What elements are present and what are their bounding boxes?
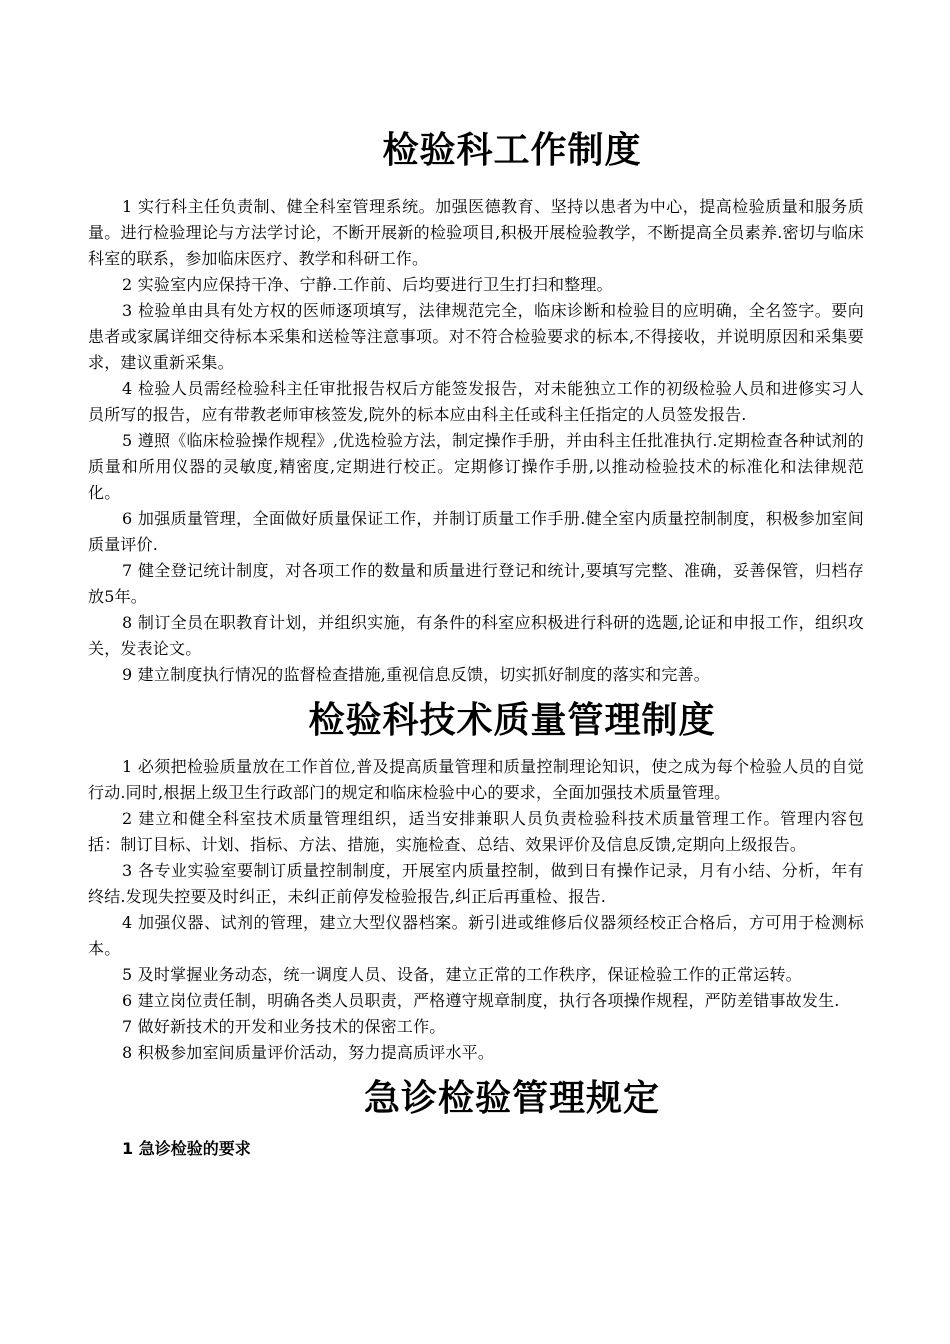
document-content <box>88 118 864 1162</box>
paragraph: 2 建立和健全科室技术质量管理组织，适当安排兼职人员负责检验科技术质量管理工作。管理内容包括：制订目标、计划、指标、方法、措施，实施检查、总结、效果评价及信息反馈,定期向上级报告。 <box>88 809 864 854</box>
paragraph: 9 建立制度执行情况的监督检查措施,重视信息反馈，切实抓好制度的落实和完善。 <box>122 665 710 684</box>
paragraph: 8 制订全员在职教育计划，并组织实施，有条件的科室应积极进行科研的选题,论证和申报工作，组织攻关，发表论文。 <box>88 613 864 658</box>
paragraph: 8 积极参加室间质量评价活动，努力提高质评水平。 <box>122 1043 495 1062</box>
paragraph: 2 实验室内应保持干净、宁静.工作前、后均要进行卫生打扫和整理。 <box>122 275 613 294</box>
paragraph: 4 检验人员需经检验科主任审批报告权后方能签发报告，对未能独立工作的初级检验人员和进修实习人员所写的报告，应有带教老师审核签发,院外的标本应由科主任或科主任指定的人员签发报告. <box>88 379 864 424</box>
paragraph: 7 健全登记统计制度，对各项工作的数量和质量进行登记和统计,要填写完整、准确，妥善保管，归档存放5年。 <box>88 561 864 606</box>
paragraph: 1 必须把检验质量放在工作首位,普及提高质量管理和质量控制理论知识，使之成为每个检验人员的自觉行动.同时,根据上级卫生行政部门的规定和临床检验中心的要求，全面加强技术质量管理。 <box>88 757 864 802</box>
paragraph: 3 检验单由具有处方权的医师逐项填写，法律规范完全，临床诊断和检验目的应明确，全名签字。要向患者或家属详细交待标本采集和送检等注意事项。对不符合检验要求的标本,不得接收，并说明原因和采集要求，建议重新采集。 <box>88 301 864 372</box>
section-title-emergency-testing: 急诊检验管理规定 <box>363 1078 660 1119</box>
section-title-work-rules: 检验科工作制度 <box>382 130 642 171</box>
subheading: 1 急诊检验的要求 <box>122 1139 251 1158</box>
paragraph: 6 建立岗位责任制，明确各类人员职责，严格遵守规章制度，执行各项操作规程，严防差错事故发生. <box>122 991 840 1010</box>
paragraph: 3 各专业实验室要制订质量控制制度，开展室内质量控制，做到日有操作记录，月有小结、分析，年有终结.发现失控要及时纠正，未纠正前停发检验报告,纠正后再重检、报告. <box>88 861 864 906</box>
section-title-quality-management: 检验科技术质量管理制度 <box>308 700 716 741</box>
paragraph: 7 做好新技术的开发和业务技术的保密工作。 <box>122 1017 446 1036</box>
paragraph: 5 遵照《临床检验操作规程》,优选检验方法，制定操作手册，并由科主任批准执行.定期检查各种试剂的质量和所用仪器的灵敏度,精密度,定期进行校正。定期修订操作手册,以推动检验技术的标准化和法律规范化。 <box>88 431 864 502</box>
paragraph: 6 加强质量管理，全面做好质量保证工作，并制订质量工作手册.健全室内质量控制制度，积极参加室间质量评价. <box>88 509 864 554</box>
paragraph: 1 实行科主任负责制、健全科室管理系统。加强医德教育、坚持以患者为中心，提高检验质量和服务质量。进行检验理论与方法学讨论，不断开展新的检验项目,积极开展检验教学，不断提高全员素养.密切与临床科室的联系，参加临床医疗、教学和科研工作。 <box>88 197 864 268</box>
paragraph: 4 加强仪器、试剂的管理，建立大型仪器档案。新引进或维修后仪器须经校正合格后，方可用于检测标本。 <box>88 913 864 958</box>
paragraph: 5 及时掌握业务动态，统一调度人员、设备，建立正常的工作秩序，保证检验工作的正常运转。 <box>122 965 802 984</box>
